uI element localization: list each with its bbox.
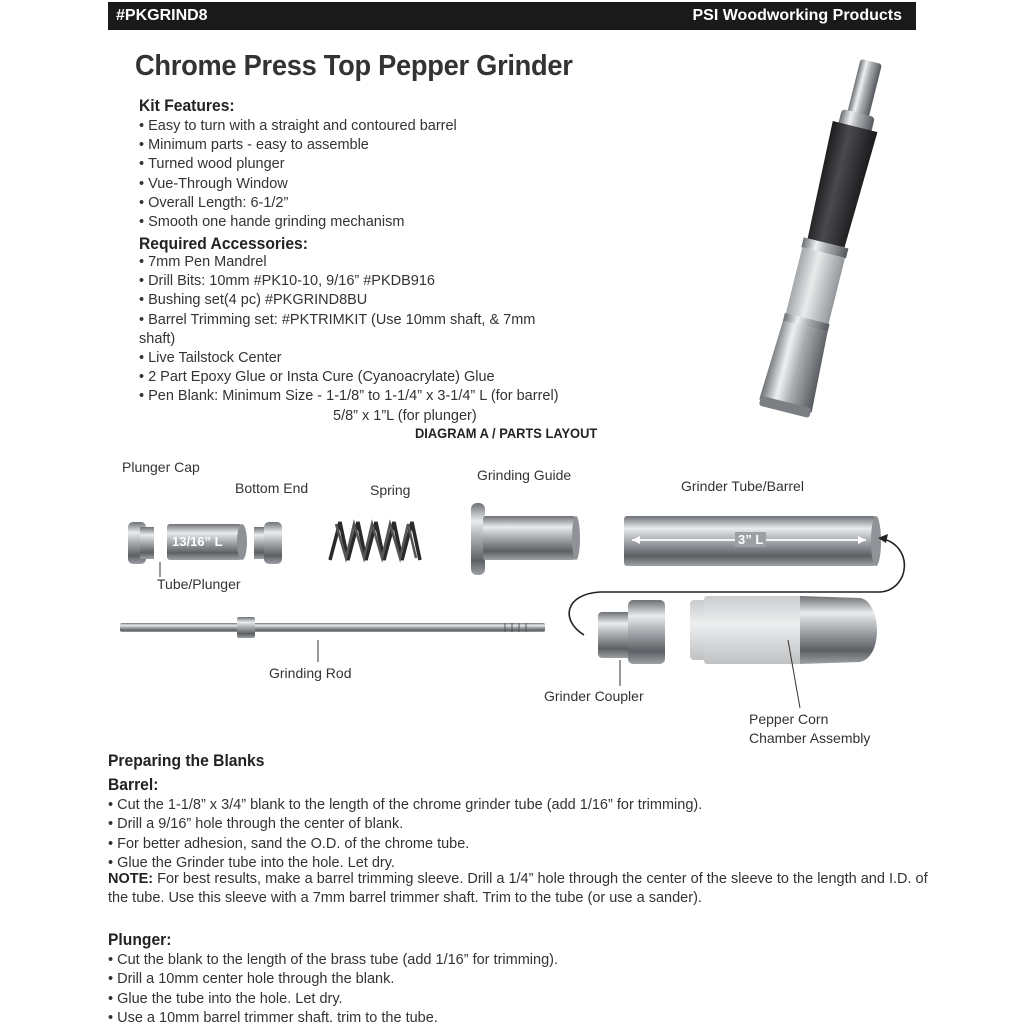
list-item: • Cut the 1-1/8” x 3/4” blank to the length of the chrome grinder tube (add 1/16” for trimming). xyxy=(108,797,703,813)
page-title: Chrome Press Top Pepper Grinder xyxy=(135,50,573,82)
grinder-coupler-image xyxy=(598,600,665,664)
list-item: • Smooth one hande grinding mechanism xyxy=(139,214,405,231)
label-grinding-guide: Grinding Guide xyxy=(477,467,572,483)
barrel-note xyxy=(108,870,928,909)
diagram-title: DIAGRAM A / PARTS LAYOUT xyxy=(415,425,598,441)
features-heading: Kit Features: xyxy=(139,96,235,115)
label-plunger-cap: Plunger Cap xyxy=(122,459,200,475)
barrel-heading: Barrel: xyxy=(108,775,159,794)
note-label: NOTE: xyxy=(108,871,154,887)
label-chamber-line1: Pepper Corn xyxy=(749,711,829,727)
label-tube-plunger: Tube/Plunger xyxy=(157,576,241,592)
sku-label: #PKGRIND8 xyxy=(116,7,208,24)
assembled-grinder-image xyxy=(758,55,898,418)
label-bottom-end: Bottom End xyxy=(235,480,309,496)
list-item: • 2 Part Epoxy Glue or Insta Cure (Cyanoacrylate) Glue xyxy=(139,369,495,386)
label-grinder-tube: Grinder Tube/Barrel xyxy=(681,478,804,494)
spring-image xyxy=(330,522,420,560)
preparing-heading: Preparing the Blanks xyxy=(108,751,265,770)
list-item: • Live Tailstock Center xyxy=(139,350,282,367)
list-item: • Pen Blank: Minimum Size - 1-1/8” to 1-1/4” x 3-1/4” L (for barrel) xyxy=(139,388,559,405)
grinding-rod-image xyxy=(120,617,545,638)
list-item: • Drill a 10mm center hole through the blank. xyxy=(108,971,395,988)
barrel-steps xyxy=(108,796,702,874)
label-barrel-length: 3” L xyxy=(735,532,766,547)
list-item: • Easy to turn with a straight and contoured barrel xyxy=(139,118,457,134)
accessories-heading: Required Accessories: xyxy=(139,234,308,253)
label-spring: Spring xyxy=(370,482,411,498)
list-item: 5/8” x 1”L (for plunger) xyxy=(333,407,477,424)
grinding-guide-image xyxy=(471,503,580,575)
plunger-steps xyxy=(108,951,558,1029)
list-item: shaft) xyxy=(139,330,176,347)
plunger-cap-image xyxy=(128,522,154,564)
list-item: • Turned wood plunger xyxy=(139,156,285,173)
label-grinder-coupler: Grinder Coupler xyxy=(544,688,644,704)
brand-label: PSI Woodworking Products xyxy=(692,7,902,24)
list-item: • Minimum parts - easy to assemble xyxy=(139,137,369,154)
plunger-heading: Plunger: xyxy=(108,930,172,949)
list-item: • Use a 10mm barrel trimmer shaft. trim to the tube. xyxy=(108,1010,438,1027)
list-item: • Barrel Trimming set: #PKTRIMKIT (Use 10mm shaft, & 7mm xyxy=(139,311,536,328)
list-item: • Glue the tube into the hole. Let dry. xyxy=(108,990,343,1007)
list-item: • Glue the Grinder tube into the hole. Let dry. xyxy=(108,855,395,872)
list-item: • Overall Length: 6-1/2” xyxy=(139,194,289,211)
label-grinding-rod: Grinding Rod xyxy=(269,665,352,681)
list-item: • Drill Bits: 10mm #PK10-10, 9/16” #PKDB916 xyxy=(139,273,435,290)
list-item: • Drill a 9/16” hole through the center of blank. xyxy=(108,816,404,833)
bottom-end-image xyxy=(254,522,282,564)
label-tube-length: 13/16” L xyxy=(172,534,223,549)
label-chamber-line2: Chamber Assembly xyxy=(749,730,871,746)
list-item: • Cut the blank to the length of the brass tube (add 1/16” for trimming). xyxy=(108,952,558,968)
chamber-assembly-image xyxy=(690,596,877,664)
list-item: • Bushing set(4 pc) #PKGRIND8BU xyxy=(139,292,368,309)
list-item: • Vue-Through Window xyxy=(139,175,288,192)
note-text: For best results, make a barrel trimming sleeve. Drill a 1/4” hole through the center of the sleeve to the length and I.D. of the tube. Use this sleeve with a 7mm barrel trimmer shaft. Trim to the tube (or use a sander). xyxy=(108,871,928,907)
list-item: • For better adhesion, sand the O.D. of the chrome tube. xyxy=(108,835,470,852)
list-item: • 7mm Pen Mandrel xyxy=(139,254,267,270)
